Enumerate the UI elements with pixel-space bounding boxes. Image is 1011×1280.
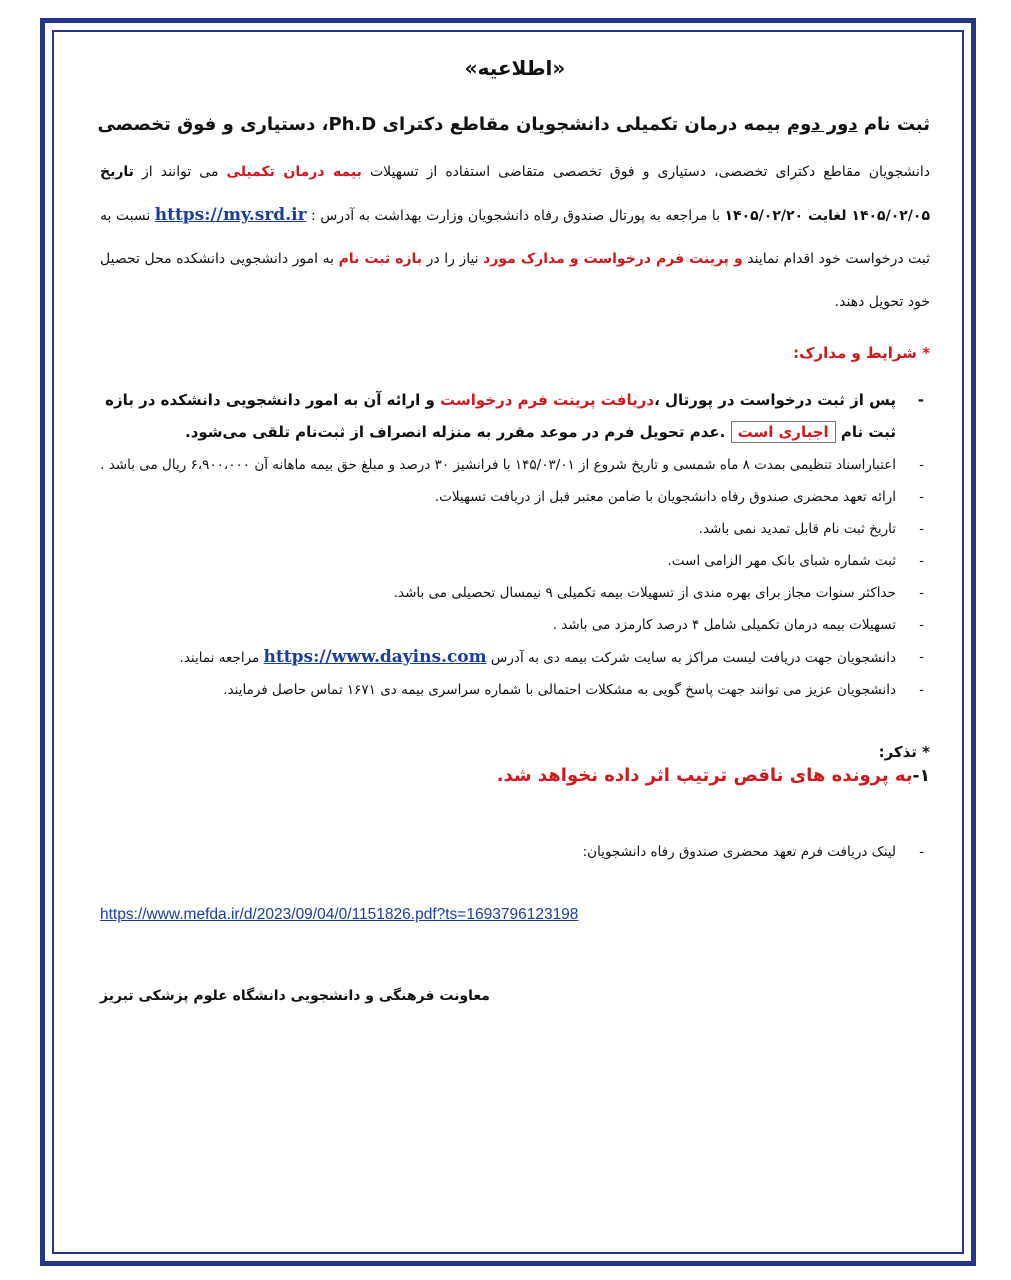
list-item [100,450,930,480]
first-text-c: .عدم تحویل فرم در موعد مقرر به منزله انصراف از ثبت‌نام تلقی می‌شود. [185,423,731,441]
dayins-text-b: مراجعه نمایند. [179,650,264,666]
list-item [100,675,930,705]
list-item [100,482,930,512]
bullet-dash: - [919,585,924,601]
srd-portal-link[interactable]: https://my.srd.ir [154,205,307,225]
form-link-label-text: لینک دریافت فرم تعهد محضری صندوق رفاه دانشجویان: [582,844,896,860]
mefda-form-link[interactable]: https://www.mefda.ir/d/2023/09/04/0/1151826.pdf?ts=1693796123198 [100,906,579,923]
list-item [100,514,930,544]
intro-paragraph [100,151,930,324]
footer-signature: معاونت فرهنگی و دانشجویی دانشگاه علوم پزشکی تبریز [100,988,490,1004]
dayins-text-a: دانشجویان جهت دریافت لیست مراکز به سایت شرکت بیمه دی به آدرس [486,650,896,666]
first-text-a: پس از ثبت درخواست در پورتال ، [654,391,896,409]
item-text: اعتباراسناد تنظیمی بمدت ۸ ماه شمسی و تاریخ شروع از ۱۴۵/۰۳/۰۱ با فرانشیز ۳۰ درصد و مبلغ حق بیمه ماهانه آن ۶،۹۰۰،۰۰۰ ریال می باشد . [100,457,896,473]
intro-text-1: دانشجویان مقاطع دکترای تخصصی، دستیاری و فوق تخصصی متقاضی استفاده از تسهیلات [361,164,930,180]
bullet-dash: - [919,682,924,698]
form-link-label [100,844,930,860]
subtitle [97,114,930,135]
list-item [100,578,930,608]
bullet-dash: - [919,521,924,537]
first-text-b: و ارائه آن به امور دانشجویی دانشکده در بازه ثبت نام [105,391,896,441]
bullet-dash: - [919,489,924,505]
list-item [100,546,930,576]
subtitle-underlined: دور دوم [786,114,858,135]
intro-text-6: به امور دانشجویی دانشکده محل تحصیل خود تحویل دهند. [100,251,930,310]
list-item [100,642,930,673]
note-number: ۱- [912,766,930,786]
bullet-dash: - [917,391,924,409]
intro-text-2: می توانند از [133,164,227,180]
subtitle-part1: ثبت نام [857,114,930,135]
note-line [100,765,930,786]
item-text: ثبت شماره شبای بانک مهر الزامی است. [667,553,896,569]
intro-highlight-insurance: بیمه درمان تکمیلی [226,164,362,180]
conditions-heading: * شرایط و مدارک: [793,344,930,362]
bullet-dash: - [919,553,924,569]
intro-text-3: با مراجعه به پورتال صندوق رفاه دانشجویان وزارت بهداشت به آدرس : [306,208,725,224]
note-text: به پرونده های ناقص ترتیب اثر داده نخواهد شد. [496,765,913,786]
list-item [100,384,930,448]
bullet-dash: - [919,457,924,473]
subtitle-part2: بیمه درمان تکمیلی دانشجویان مقاطع دکترای Ph.D، دستیاری و فوق تخصصی [97,114,787,135]
bullet-dash: - [919,844,924,860]
dayins-link[interactable]: https://www.dayins.com [263,647,487,667]
bullet-dash: - [919,617,924,633]
note-heading: * تذکر: [878,743,930,761]
item-text: ارائه تعهد محضری صندوق رفاه دانشجویان با ضامن معتبر قبل از دریافت تسهیلات. [434,489,896,505]
first-highlight: دریافت پرینت فرم درخواست [440,391,655,409]
intro-highlight-print: و پرینت فرم درخواست و مدارک مورد [483,251,743,267]
item-text: تاریخ ثبت نام قابل تمدید نمی باشد. [698,521,896,537]
intro-text-5: نیاز را در [422,251,484,267]
item-text: حداکثر سنوات مجاز برای بهره مندی از تسهیلات بیمه تکمیلی ۹ نیمسال تحصیلی می باشد. [393,585,896,601]
bullet-dash: - [919,649,924,665]
intro-date-range: تاریخ ۱۴۰۵/۰۲/۰۵ لغایت ۱۴۰۵/۰۲/۲۰ [100,164,930,224]
intro-text-4: نسبت به ثبت درخواست خود اقدام نمایند [100,208,931,267]
page-title: «اطلاعیه» [464,56,566,80]
announcement-body [97,50,931,1004]
item-text: تسهیلات بیمه درمان تکمیلی شامل ۴ درصد کارمزد می باشد . [552,617,896,633]
list-item [100,610,930,640]
intro-highlight-period: بازه ثبت نام [338,251,423,267]
mandatory-box: اجباری است [731,421,836,443]
item-text: دانشجویان عزیز می توانند جهت پاسخ گویی به مشکلات احتمالی با شماره سراسری بیمه دی ۱۶۷۱ تماس حاصل فرمایند. [223,682,896,698]
conditions-list [100,384,930,705]
